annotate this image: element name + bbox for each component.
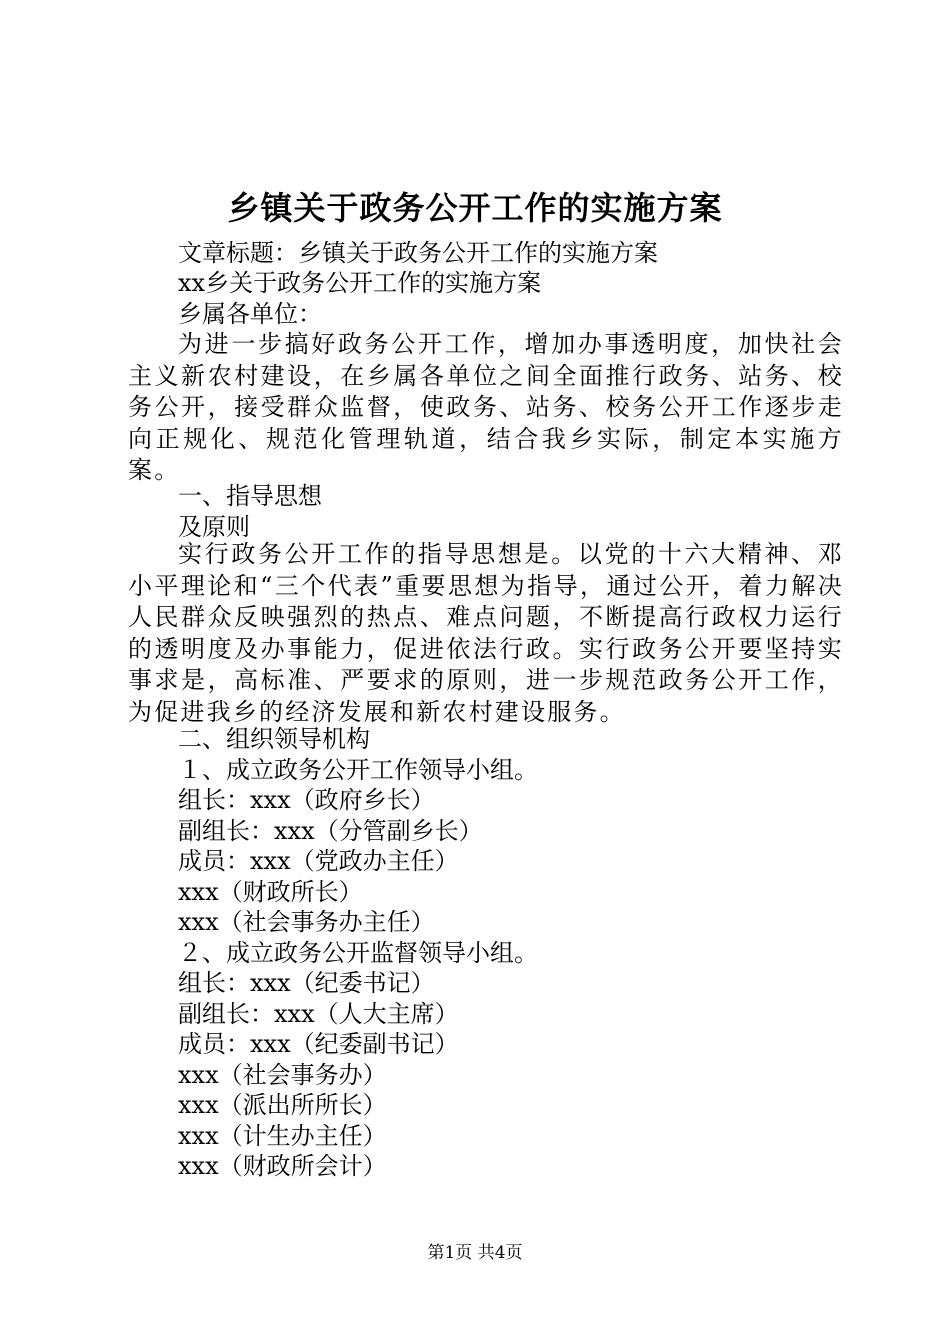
group2-member: xxx（计生办主任） <box>178 1122 387 1150</box>
group2-member: xxx（社会事务办） <box>178 1061 387 1089</box>
group1-heading: １、成立政务公开工作领导小组。 <box>178 756 538 784</box>
group2-deputy: 副组长：xxx（人大主席） <box>178 1000 459 1028</box>
group2-heading: ２、成立政务公开监督领导小组。 <box>178 939 538 967</box>
group2-member: xxx（派出所所长） <box>178 1091 387 1119</box>
document-title: 乡镇关于政务公开工作的实施方案 <box>227 189 723 227</box>
group2-member: xxx（财政所会计） <box>178 1152 387 1180</box>
group2-leader: 组长：xxx（纪委书记） <box>178 969 435 997</box>
section1-heading-continued: 及原则 <box>178 513 250 541</box>
section2-heading: 二、组织领导机构 <box>178 725 370 753</box>
section1-heading: 一、指导思想 <box>178 482 322 510</box>
group2-member: 成员：xxx（纪委副书记） <box>178 1030 459 1058</box>
group1-deputy: 副组长：xxx（分管副乡长） <box>178 817 483 845</box>
page-footer: 第1页 共4页 <box>427 1243 523 1263</box>
group1-leader: 组长：xxx（政府乡长） <box>178 786 435 814</box>
intro-paragraph: 为进一步搞好政务公开工作，增加办事透明度，加快社会主义新农村建设，在乡属各单位之间全面推行政务、站务、校务公开，接受群众监督，使政务、站务、校务公开工作逐步走向正规化、规范化管理轨道，结合我乡实际，制定本实施方案。 <box>128 330 844 484</box>
section1-paragraph: 实行政务公开工作的指导思想是。以党的十六大精神、邓小平理论和“三个代表”重要思想为指导，通过公开，着力解决人民群众反映强烈的热点、难点问题，不断提高行政权力运行的透明度及办事能力，促进依法行政。实行政务公开要坚持实事求是，高标准、严要求的原则，进一步规范政务公开工作，为促进我乡的经济发展和新农村建设服务。 <box>128 540 844 726</box>
sub-title-line: xx乡关于政务公开工作的实施方案 <box>178 269 542 297</box>
addressee-line: 乡属各单位： <box>178 300 322 328</box>
group1-member: xxx（社会事务办主任） <box>178 908 435 936</box>
group1-member: xxx（财政所长） <box>178 878 363 906</box>
article-title-line: 文章标题：乡镇关于政务公开工作的实施方案 <box>178 239 658 267</box>
group1-member: 成员：xxx（党政办主任） <box>178 847 459 875</box>
